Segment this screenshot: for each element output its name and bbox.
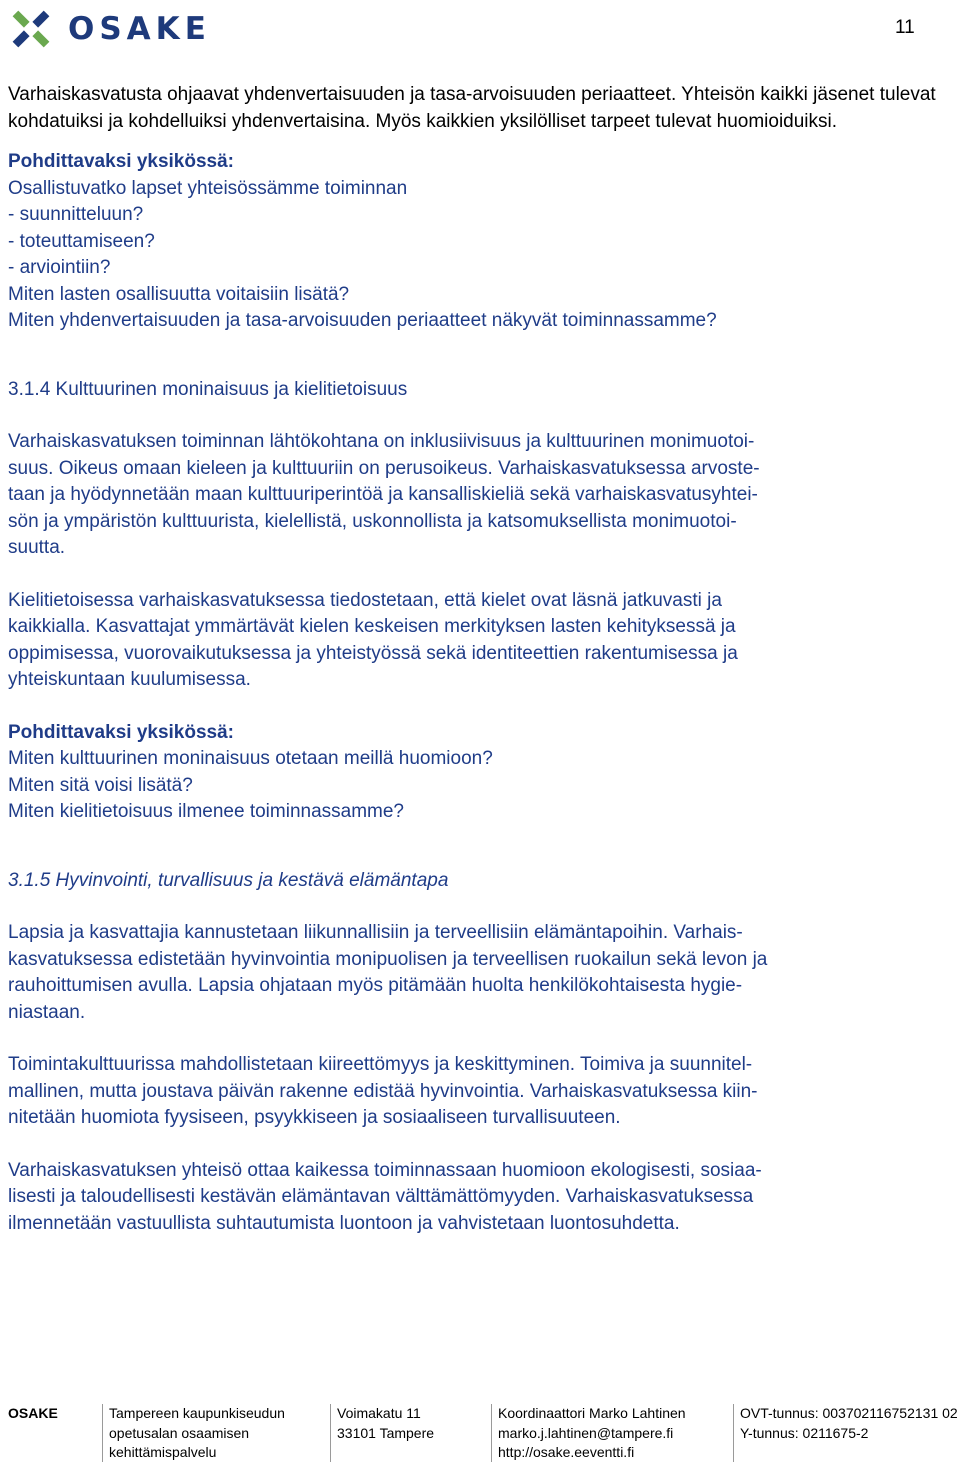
osake-logo: [6, 3, 211, 55]
logo-text: OSAKE: [68, 11, 211, 47]
intro-paragraph: Varhaiskasvatusta ohjaavat yhdenvertaisuuden ja tasa-arvoisuuden periaatteet. Yhteisön kaikki jäsenet tulevat kohdatuiksi ja kohdelluiksi yhdenvertaisina. Myös kaikkien yksilölliset tarpeet tulevat huomioiduiksi.: [8, 84, 936, 132]
paragraph-line: kasvatuksessa edistetään hyvinvointia monipuolisen ja terveellisen ruokailun sekä levon ja: [8, 948, 768, 970]
footer-org-line: opetusalan osaamisen: [109, 1424, 250, 1441]
paragraph-line: oppimisessa, vuorovaikutuksessa ja yhteistyössä sekä identiteettien rakentumisessa ja: [8, 642, 738, 664]
footer-address-line: 33101 Tampere: [337, 1424, 435, 1441]
paragraph-line: Varhaiskasvatuksen yhteisö ottaa kaikessa toiminnassaan huomioon ekologisesti, sosiaa-: [8, 1159, 762, 1181]
reflect-line: Miten lasten osallisuutta voitaisiin lisätä?: [8, 283, 350, 305]
reflect-line: Osallistuvatko lapset yhteisössämme toiminnan: [8, 177, 408, 199]
reflect-title: Pohdittavaksi yksikössä:: [8, 151, 234, 172]
paragraph-line: Varhaiskasvatuksen toiminnan lähtökohtana on inklusiivisuus ja kulttuurinen monimuotoi-: [8, 431, 755, 452]
footer-org-line: kehittämispalvelu: [109, 1444, 217, 1460]
page-content: [8, 82, 948, 1237]
page-footer: [0, 1404, 960, 1464]
reflect-title: Pohdittavaksi yksikössä:: [8, 721, 234, 743]
paragraph-line: sön ja ympäristön kulttuurista, kielellistä, uskonnollista ja katsomuksellista monimuotoi-: [8, 510, 737, 532]
reflect-line: - toteuttamiseen?: [8, 230, 155, 252]
paragraph-line: rauhoittumisen avulla. Lapsia ohjataan myös pitämään huolta henkilökohtaisesta hygie-: [8, 975, 743, 996]
reflect-line: - arviointiin?: [8, 257, 111, 278]
reflect-box-culture: [8, 720, 948, 826]
paragraph-language-awareness: [8, 588, 948, 694]
footer-contact-url[interactable]: http://osake.eeventti.fi: [498, 1444, 635, 1460]
paragraph-line: Kielitietoisessa varhaiskasvatuksessa tiedostetaan, että kielet ovat läsnä jatkuvasti ja: [8, 589, 722, 611]
section-heading-3-1-5: 3.1.5 Hyvinvointi, turvallisuus ja kestävä elämäntapa: [8, 869, 449, 891]
footer-contact-name: Koordinaattori Marko Lahtinen: [498, 1405, 686, 1421]
footer-address: [330, 1404, 434, 1462]
reflect-line: Miten yhdenvertaisuuden ja tasa-arvoisuuden periaatteet näkyvät toiminnassamme?: [8, 310, 717, 331]
reflect-line: - suunnitteluun?: [8, 204, 144, 225]
footer-ovt-id: OVT-tunnus: 003702116752131 02: [740, 1405, 958, 1421]
footer-contact-email[interactable]: marko.j.lahtinen@tampere.fi: [498, 1424, 674, 1441]
paragraph-line: Toimintakulttuurissa mahdollistetaan kiireettömyys ja keskittyminen. Toimiva ja suunnitel-: [8, 1054, 753, 1075]
paragraph-line: Lapsia ja kasvattajia kannustetaan liikunnallisiin ja terveellisiin elämäntapoihin. Varhais-: [8, 922, 743, 943]
paragraph-unhurried: [8, 1052, 948, 1132]
osake-logo-icon: [6, 4, 56, 54]
paragraph-line: nitetään huomiota fyysiseen, psyykkiseen ja sosiaaliseen turvallisuuteen.: [8, 1107, 621, 1128]
paragraph-line: kaikkialla. Kasvattajat ymmärtävät kielen keskeisen merkityksen lasten kehityksessä ja: [8, 616, 736, 637]
reflect-line: Miten kielitietoisuus ilmenee toiminnassamme?: [8, 801, 405, 822]
footer-organization: [102, 1404, 285, 1462]
paragraph-line: suutta.: [8, 537, 66, 558]
footer-identifiers: [733, 1404, 958, 1462]
paragraph-line: mallinen, mutta joustava päivän rakenne edistää hyvinvointia. Varhaiskasvatuksessa kiin-: [8, 1080, 758, 1102]
section-heading-3-1-4: 3.1.4 Kulttuurinen moninaisuus ja kielitietoisuus: [8, 378, 408, 400]
footer-business-id: Y-tunnus: 0211675-2: [740, 1424, 869, 1441]
paragraph-cultural-diversity: [8, 429, 948, 562]
reflect-box-participation: [8, 149, 948, 335]
paragraph-line: lisesti ja taloudellisesti kestävän elämäntavan välttämättömyyden. Varhaiskasvatuksessa: [8, 1186, 754, 1207]
paragraph-line: yhteiskuntaan kuulumisessa.: [8, 669, 251, 690]
footer-contact: [491, 1404, 686, 1462]
paragraph-line: suus. Oikeus omaan kieleen ja kulttuuriin on perusoikeus. Varhaiskasvatuksessa arvoste-: [8, 457, 760, 479]
reflect-line: Miten sitä voisi lisätä?: [8, 774, 193, 796]
paragraph-sustainability: [8, 1158, 948, 1238]
reflect-line: Miten kulttuurinen moninaisuus otetaan meillä huomioon?: [8, 748, 493, 769]
paragraph-wellbeing: [8, 920, 948, 1026]
footer-brand: [2, 1404, 58, 1424]
paragraph-line: niastaan.: [8, 1001, 86, 1023]
footer-brand-text: OSAKE: [8, 1405, 58, 1421]
footer-address-line: Voimakatu 11: [337, 1405, 421, 1421]
paragraph-line: taan ja hyödynnetään maan kulttuuriperintöä ja kansalliskieliä sekä varhaiskasvatusyhtei-: [8, 484, 758, 505]
footer-org-line: Tampereen kaupunkiseudun: [109, 1405, 285, 1421]
paragraph-line: ilmennetään vastuullista suhtautumista luontoon ja vahvistetaan luontosuhdetta.: [8, 1212, 680, 1234]
page-number: 11: [895, 17, 915, 38]
